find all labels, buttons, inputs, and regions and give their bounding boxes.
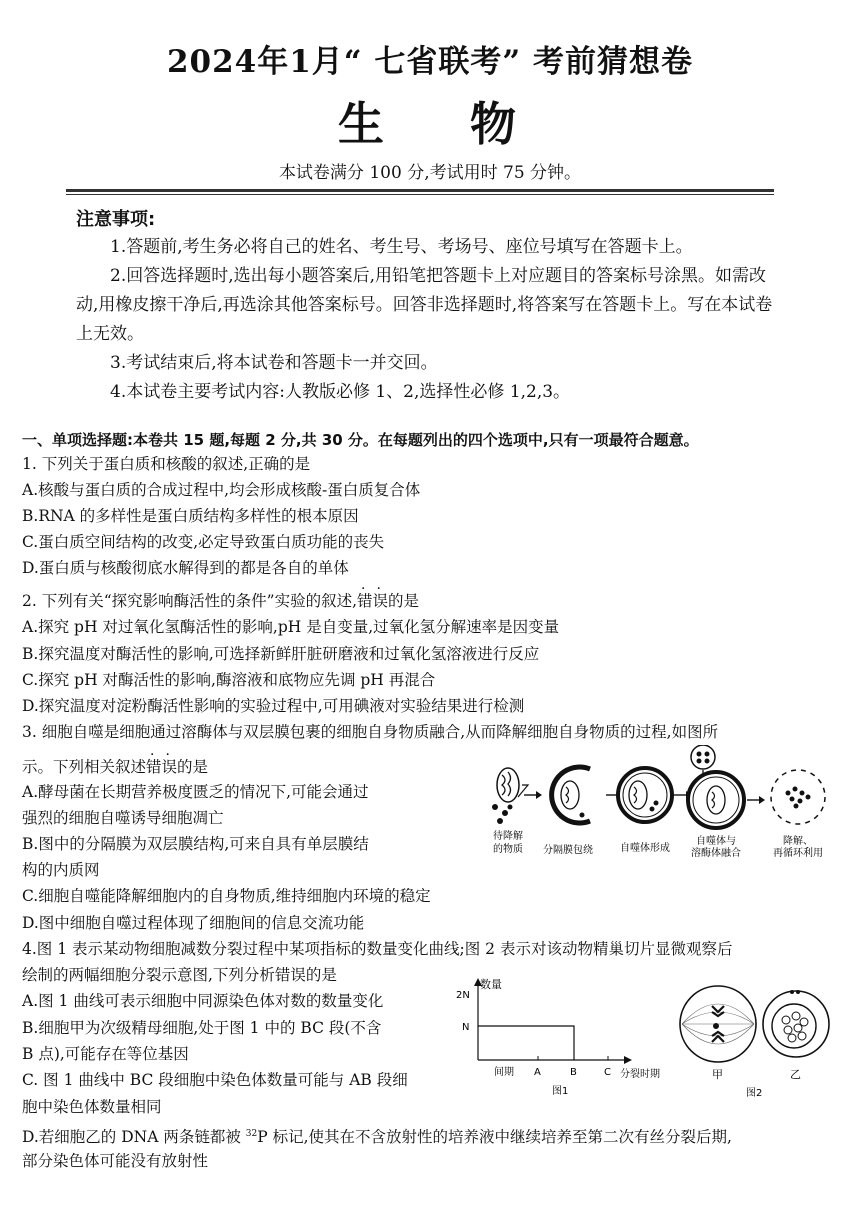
- q1-option-b: B.RNA 的多样性是蛋白质结构多样性的根本原因: [22, 507, 359, 525]
- q2-stem-pre: 2. 下列有关“探究影响酶活性的条件”实验的叙述,: [22, 592, 357, 610]
- fig2-label-yi: 乙: [790, 1068, 801, 1081]
- q3-option-a-line2: 强烈的细胞自噬诱导细胞凋亡: [22, 809, 224, 827]
- q1-option-d: D.蛋白质与核酸彻底水解得到的都是各自的单体: [22, 559, 349, 577]
- fig1-ylabel: 数量: [480, 978, 502, 991]
- q3-option-b-line2: 构的内质网: [22, 861, 100, 879]
- q3-option-c: C.细胞自噬能降解细胞内的自身物质,维持细胞内环境的稳定: [22, 887, 431, 905]
- subject-char-left: 生: [338, 97, 390, 151]
- fig2-label-jia: 甲: [712, 1068, 723, 1081]
- q2-option-a: A.探究 pH 对过氧化氢酶活性的影响,pH 是自变量,过氧化氢分解速率是因变量: [22, 618, 560, 636]
- fig1-caption: 图1: [552, 1086, 569, 1097]
- q2-emph-2: 误: [372, 592, 389, 610]
- q1-stem: 1. 下列关于蛋白质和核酸的叙述,正确的是: [22, 455, 311, 473]
- q4-d-superscript: 32: [245, 1129, 258, 1139]
- fig1-y-2n: 2N: [456, 990, 470, 1001]
- fig3-label-5b: 再循环利用: [773, 848, 823, 859]
- figure-1-curve: [452, 976, 668, 1100]
- figure-2-cells: [672, 980, 842, 1100]
- q3-stem-post: 的是: [177, 758, 209, 776]
- subject-title: [0, 88, 860, 154]
- q1-option-c: C.蛋白质空间结构的改变,必定导致蛋白质功能的丧失: [22, 533, 385, 551]
- fig1-x-b: B: [570, 1067, 577, 1078]
- q4-option-b-line1: B.细胞甲为次级精母细胞,处于图 1 中的 BC 段(不含: [22, 1019, 382, 1037]
- q4-option-c-line2: 胞中染色体数量相同: [22, 1098, 162, 1116]
- q3-stem-pre: 示。下列相关叙述: [22, 758, 147, 776]
- exam-info: 本试卷满分 100 分,考试用时 75 分钟。: [278, 163, 582, 183]
- stage-2-phagophore: [552, 767, 590, 823]
- q3-option-b-line1: B.图中的分隔膜为双层膜结构,可来自具有单层膜结: [22, 835, 369, 853]
- q4-d-pre: D.若细胞乙的 DNA 两条链都被: [22, 1128, 246, 1147]
- q4-option-c-line1: C. 图 1 曲线中 BC 段细胞中染色体数量可能与 AB 段细: [22, 1071, 408, 1089]
- q2-option-c: C.探究 pH 对酶活性的影响,酶溶液和底物应先调 pH 再混合: [22, 671, 436, 689]
- q1-option-a: A.核酸与蛋白质的合成过程中,均会形成核酸-蛋白质复合体: [22, 481, 421, 499]
- fig1-y-n: N: [462, 1022, 470, 1033]
- section-heading: 一、单项选择题:本卷共 15 题,每题 2 分,共 30 分。在每题列出的四个选项中,只有一项最符合题意。: [22, 431, 699, 449]
- exam-title: 2024年1月“ 七省联考” 考前猜想卷: [166, 44, 694, 80]
- fig3-label-1b: 的物质: [493, 844, 523, 855]
- note-item-4: 4.本试卷主要考试内容:人教版必修 1、2,选择性必修 1,2,3。: [110, 382, 571, 402]
- q3-emph-1: 错: [146, 758, 162, 776]
- q4-option-b-line2: B 点),可能存在等位基因: [22, 1045, 189, 1063]
- q3-stem-line1: 3. 细胞自噬是细胞通过溶酶体与双层膜包裹的细胞自身物质融合,从而降解细胞自身物质的过程,如图所: [22, 723, 719, 741]
- notes-title: 注意事项:: [76, 209, 156, 230]
- q4-option-d-line2: 部分染色体可能没有放射性: [22, 1152, 209, 1170]
- q4-option-d-line1: [22, 1124, 732, 1147]
- fig3-label-3: 自噬体形成: [620, 843, 670, 854]
- note-item-1: 1.答题前,考生务必将自己的姓名、考生号、考场号、座位号填写在答题卡上。: [110, 237, 693, 257]
- fig3-label-2: 分隔膜包绕: [543, 845, 593, 856]
- fig3-label-4b: 溶酶体融合: [691, 848, 741, 859]
- q3-option-d: D.图中细胞自噬过程体现了细胞间的信息交流功能: [22, 914, 365, 932]
- q2-stem: [22, 591, 419, 611]
- q2-option-b: B.探究温度对酶活性的影响,可选择新鲜肝脏研磨液和过氧化氢溶液进行反应: [22, 645, 540, 663]
- note-item-3: 3.考试结束后,将本试卷和答题卡一并交回。: [110, 353, 438, 373]
- header-rule-thin: [66, 194, 774, 195]
- fig1-x-a: A: [534, 1067, 541, 1078]
- q4-stem-line2: 绘制的两幅细胞分裂示意图,下列分析错误的是: [22, 966, 337, 984]
- fig2-caption: 图2: [746, 1088, 763, 1099]
- fig3-label-5a: 降解、: [783, 836, 813, 847]
- stage-3-autophagosome: [618, 768, 672, 822]
- fig1-x-c: C: [604, 1067, 611, 1078]
- stage-4-fusion: [688, 745, 744, 828]
- fig3-label-1a: 待降解: [493, 831, 523, 842]
- q2-emph-1: 错: [357, 592, 373, 610]
- fig3-label-4a: 自噬体与: [696, 836, 736, 847]
- autophagy-figure: [480, 745, 840, 865]
- q2-stem-post: 的是: [388, 592, 420, 610]
- q3-stem-line2: [22, 757, 208, 777]
- stage-1-material: [492, 768, 528, 824]
- fig1-step-line: [478, 1026, 574, 1060]
- subject-char-right: 物: [470, 97, 522, 151]
- cell-jia: [680, 986, 756, 1062]
- fig1-x-interphase: 间期: [494, 1067, 514, 1078]
- stage-5-degradation: [771, 770, 825, 824]
- header-rule-thick: [66, 189, 774, 192]
- fig1-xlabel: 分裂时期: [620, 1069, 660, 1080]
- q4-option-a: A.图 1 曲线可表示细胞中同源染色体对数的数量变化: [22, 992, 384, 1010]
- cell-yi: [763, 990, 829, 1057]
- q3-option-a-line1: A.酵母菌在长期营养极度匮乏的情况下,可能会通过: [22, 783, 369, 801]
- q4-stem-line1: 4.图 1 表示某动物细胞减数分裂过程中某项指标的数量变化曲线;图 2 表示对该动物精巢切片显微观察后: [22, 940, 733, 958]
- q4-d-post: P 标记,使其在不含放射性的培养液中继续培养至第二次有丝分裂后期,: [257, 1128, 732, 1147]
- note-item-2: 2.回答选择题时,选出每小题答案后,用铅笔把答题卡上对应题目的答案标号涂黑。如需改动,用橡皮擦干净后,再选涂其他答案标号。回答非选择题时,将答案写在答题卡上。写在本试卷上无效。: [76, 266, 773, 344]
- q3-emph-2: 误: [161, 758, 178, 776]
- q2-option-d: D.探究温度对淀粉酶活性影响的实验过程中,可用碘液对实验结果进行检测: [22, 697, 525, 715]
